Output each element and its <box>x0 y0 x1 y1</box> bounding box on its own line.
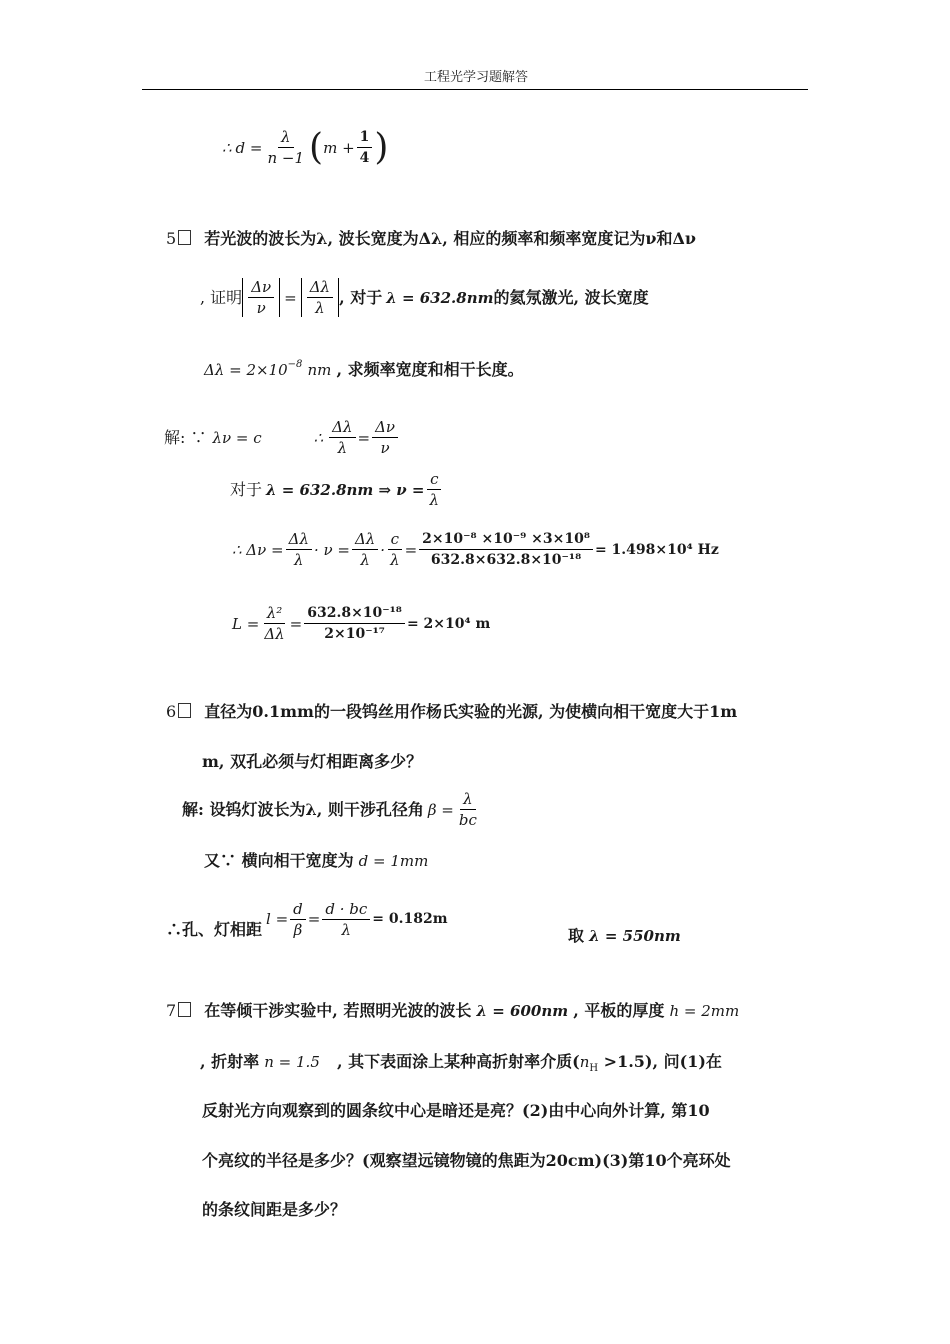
question-number: 5 <box>166 229 177 248</box>
abs-fraction-nu <box>242 278 280 317</box>
text-segment: 对于 <box>230 479 263 499</box>
fraction-numerator: 2×10⁻⁸ ×10⁻⁹ ×3×10⁸ <box>419 530 593 550</box>
fraction-denominator: n −1 <box>267 149 305 167</box>
fraction-numerator: c <box>388 530 402 550</box>
therefore-symbol: ∴ <box>222 138 232 157</box>
text-segment: , 其下表面涂上某种高折射率介质( <box>336 1052 580 1071</box>
fraction-denominator: λ <box>390 551 400 569</box>
solution-5-line-3: ∴ Δν = $\frac{\Delta\lambda}{\lambda}$ · ν = $\frac{\Delta\lambda}{\lambda}$ · $\frac{c}{\lambda}$ = $\frac{\text{2×10⁻⁸ ×10⁻⁹ ×3×10⁸}}{\text{632.8×632.8×10⁻¹⁸}}$ = 1.498×10⁴ Hz <box>232 530 719 569</box>
text-segment: 取 <box>568 926 585 945</box>
result-value: = 0.182m <box>372 911 448 927</box>
text-segment: 在等倾干涉实验中, 若照明光波的波长 <box>204 1001 472 1020</box>
solution-6-take <box>568 926 681 946</box>
header-rule <box>142 89 808 90</box>
question-7-line-1 <box>166 1001 739 1021</box>
solution-5-line-4: L = $\frac{\text{λ²}}{\Delta\lambda}$ = $\frac{\text{632.8×10⁻¹⁸}}{\text{2×10⁻¹⁷}}$ = 2×10⁴ m <box>232 604 491 643</box>
page-header-title: 工程光学习题解答 <box>424 70 529 85</box>
width-value: d = 1mm <box>358 852 429 870</box>
therefore-symbol: ∴ <box>313 428 324 447</box>
solution-5-line-2 <box>230 470 444 509</box>
fraction-denominator: 632.8×632.8×10⁻¹⁸ <box>430 552 582 568</box>
fraction-numerator: d <box>290 900 306 920</box>
right-paren: ) <box>374 126 389 168</box>
text-segment: , 对于 <box>339 287 383 307</box>
fraction-numerator: 1 <box>357 128 373 148</box>
equation: λν = c <box>212 428 262 447</box>
fraction-numerator: Δν <box>372 418 398 438</box>
solution-6-line-2 <box>204 851 428 871</box>
fraction-numerator: Δλ <box>307 278 333 298</box>
fraction-numerator: d · bc <box>322 900 370 920</box>
equation-lhs: l = <box>266 910 289 928</box>
fraction-denominator: 2×10⁻¹⁷ <box>324 626 385 642</box>
fraction-numerator: λ <box>278 128 294 148</box>
wavelength-value: λ = 632.8nm <box>386 288 494 307</box>
fraction-denominator: bc <box>458 811 477 829</box>
fraction-numerator: c <box>427 470 441 490</box>
subscript: H <box>589 1063 599 1074</box>
question-7-line-3: 反射光方向观察到的圆条纹中心是暗还是亮？(2)由中心向外计算, 第10 <box>202 1101 710 1120</box>
left-paren: ( <box>309 126 324 168</box>
text-segment: >1.5), 问(1)在 <box>598 1052 722 1071</box>
question-6-line-2: m, 双孔必须与灯相距离多少？ <box>202 752 423 771</box>
result-value: = 1.498×10⁴ Hz <box>594 541 719 558</box>
solution-6-line-1 <box>182 790 482 829</box>
solution-label: 解: 设钨灯波长为λ, 则干涉孔径角 <box>182 799 424 819</box>
equation-lhs: ∴ Δν = <box>232 540 284 559</box>
fraction-numerator: Δλ <box>352 530 378 550</box>
text-segment: ∴孔、灯相距 <box>166 920 263 939</box>
formula-d-lhs: d = <box>235 138 263 157</box>
fraction-numerator: Δλ <box>329 418 355 438</box>
fraction-numerator: Δλ <box>286 530 312 550</box>
abs-fraction-lambda <box>301 278 339 317</box>
unit: nm <box>307 361 332 379</box>
fraction-numerator: λ <box>460 790 476 810</box>
fraction-denominator: λ <box>294 551 304 569</box>
fraction-denominator: λ <box>360 551 370 569</box>
solution-6-line-3: ∴孔、灯相距 l = $\frac{d}{\beta}$ = $\frac{d \cdot bc}{\lambda}$ = 0.182m <box>166 899 448 939</box>
exponent: −8 <box>287 359 303 370</box>
fraction-denominator: λ <box>315 299 325 317</box>
fraction-numerator: λ² <box>264 604 286 624</box>
question-6-line-1 <box>166 702 737 722</box>
fraction-denominator: ν <box>380 439 390 457</box>
question-number: 6 <box>166 702 177 721</box>
missing-glyph-box <box>178 703 191 718</box>
question-5-line-3 <box>204 355 524 380</box>
text-segment: , 折射率 <box>200 1052 260 1071</box>
bandwidth-value: Δλ = 2×10 <box>204 361 288 379</box>
solution-5-line-1: 解: ∵ λν = c ∴ $\frac{\Delta\lambda}{\lambda}$ = $\frac{\Delta\nu}{\nu}$ <box>164 418 400 457</box>
missing-glyph-box <box>178 230 191 245</box>
fraction-denominator: Δλ <box>264 625 285 643</box>
question-7-line-4: 个亮纹的半径是多少？(观察望远镜物镜的焦距为20cm)(3)第10个亮环处 <box>202 1151 731 1170</box>
thickness-value: h = 2mm <box>669 1002 740 1020</box>
wavelength-value: λ = 550nm <box>589 927 681 945</box>
fraction-denominator: 4 <box>359 150 370 166</box>
question-7-line-2 <box>200 1052 722 1079</box>
fraction-denominator: β <box>293 920 303 939</box>
question-5-line-1 <box>166 229 696 249</box>
text-segment: , 求频率宽度和相干长度。 <box>336 360 524 379</box>
formula-d <box>222 128 388 167</box>
question-6-text: 直径为0.1mm的一段钨丝用作杨氏实验的光源, 为使横向相干宽度大于1m <box>204 702 738 721</box>
fraction-denominator: λ <box>337 439 348 457</box>
formula-d-fraction <box>265 128 308 167</box>
question-7-line-5: 的条纹间距是多少？ <box>202 1200 347 1219</box>
equation-lhs: β = <box>427 800 454 819</box>
question-number: 7 <box>166 1001 177 1020</box>
solution-label: 解: ∵ <box>164 427 207 447</box>
question-5-text: 若光波的波长为λ, 波长宽度为Δλ, 相应的频率和频率宽度记为ν和Δν <box>204 229 697 248</box>
text-segment: , 平板的厚度 <box>573 1001 665 1020</box>
fraction-numerator: Δν <box>248 278 274 298</box>
index-value: n = 1.5 <box>264 1053 320 1071</box>
wavelength-value: λ = 600nm <box>476 1002 569 1020</box>
symbol: n <box>579 1053 590 1071</box>
equation: λ = 632.8nm ⇒ ν = <box>266 480 425 499</box>
formula-d-quarter <box>357 128 373 167</box>
text-segment: 的氦氖激光, 波长宽度 <box>493 287 649 307</box>
equation-lhs: L = <box>232 614 260 633</box>
fraction-denominator: λ <box>429 491 440 509</box>
question-5-line-2: , 证明 $\frac{\Delta\nu}{\nu}$ = $\frac{\Delta\lambda}{\lambda}$ , 对于 λ = 632.8nm 的氦氖激光, 波长宽度 <box>200 278 649 317</box>
fraction-numerator: 632.8×10⁻¹⁸ <box>304 604 405 624</box>
text-segment: 又∵ 横向相干宽度为 <box>204 851 354 870</box>
result-value: = 2×10⁴ m <box>406 615 491 632</box>
missing-glyph-box <box>178 1002 191 1017</box>
formula-d-inner: m + <box>323 138 355 157</box>
text-segment: , 证明 <box>200 287 243 307</box>
fraction-denominator: λ <box>341 920 352 939</box>
operator: · ν = <box>313 540 350 559</box>
fraction-denominator: ν <box>256 299 266 317</box>
